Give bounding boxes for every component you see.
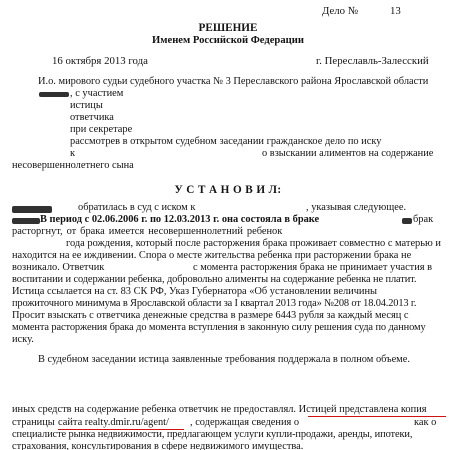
redaction-mark: [12, 206, 52, 213]
body-line-2: В период с 02.06.2006 г. по 12.03.2013 г. она состояла в браке: [40, 214, 320, 225]
body-line-7: воспитании и содержании ребенка, добровольно алименты на содержание ребенка не платит.: [12, 274, 417, 285]
case-considered-line: рассмотрев в открытом судебном заседании гражданское дело по иску: [70, 136, 382, 147]
redaction-mark: [402, 218, 412, 224]
body-line-1-end: , указывая следующее.: [306, 202, 407, 213]
body-line-6-end: с момента расторжения брака не принимает участия в: [193, 262, 433, 273]
footer-site-link: сайта realty.dmir.ru/agent/: [58, 417, 169, 428]
judge-line: И.о. мирового судьи судебного участка № 3 Переславского района Ярославской области: [38, 76, 429, 87]
page-gap: [0, 368, 456, 398]
footer-line-2-end: как о: [414, 417, 437, 428]
case-label: Дело №: [322, 5, 359, 17]
document-subtitle: Именем Российской Федерации: [152, 35, 304, 46]
body-line-1: обратилась в суд с иском к: [78, 202, 196, 213]
body-line-10: Просит взыскать с ответчика денежные средства в размере 6443 рубля за каждый месяц с: [12, 310, 409, 321]
hearing-city: г. Переславль-Залесский: [316, 55, 429, 67]
footer-line-2: страницы: [12, 417, 55, 428]
body-line-3: расторгнут, от брака имеется несовершеннолетний ребенок: [12, 226, 283, 237]
defendant-ref: к: [70, 148, 76, 159]
footer-line-2-mid: , содержащая сведения о: [190, 417, 300, 428]
body-line-13: В судебном заседании истица заявленные требования поддержала в полном объеме.: [38, 354, 410, 365]
claim-subject-continued: несовершеннолетнего сына: [12, 160, 134, 171]
body-line-11: момента расторжения брака до момента вступления в законную силу решения суда по данному: [12, 322, 426, 333]
secretary-line: при секретаре: [70, 124, 133, 135]
footer-line-3: специалисте рынка недвижимости, предлагающем услуги купли-продажи, аренды, ипотеки,: [12, 429, 413, 440]
body-line-12: иску.: [12, 334, 34, 345]
footer-line-4: страхования, консультирования в сфере недвижимого имущества.: [12, 441, 304, 450]
defendant-line: ответчика: [70, 112, 114, 123]
section-heading: У С Т А Н О В И Л:: [174, 184, 282, 196]
body-line-5: находится на ее иждивении. Спора о месте жительства ребенка при расторжении брака не: [12, 250, 412, 261]
body-line-2-end: брак: [413, 214, 434, 225]
participation-line: , с участием: [70, 88, 124, 99]
body-line-9: прожиточного минимума в Ярославской области за I квартал 2013 года» №208 от 18.04.2013 г.: [12, 298, 417, 309]
redaction-mark: [39, 92, 69, 97]
body-line-4: года рождения, который после расторжения брака проживает совместно с матерью и: [66, 238, 441, 249]
hearing-date: 16 октября 2013 года: [52, 55, 148, 67]
redaction-mark: [12, 218, 40, 224]
body-line-6: возникало. Ответчик: [12, 262, 105, 273]
case-number: 13: [390, 5, 401, 17]
claim-subject: о взыскании алиментов на содержание: [262, 148, 434, 159]
plaintiff-line: истицы: [70, 100, 103, 111]
body-line-8: Истица ссылается на ст. 83 СК РФ, Указ Губернатора «Об установлении величины: [12, 286, 378, 297]
footer-line-1: иных средств на содержание ребенка ответчик не предоставлял. Истицей представлена копия: [12, 404, 427, 415]
document-title: РЕШЕНИЕ: [198, 22, 258, 34]
